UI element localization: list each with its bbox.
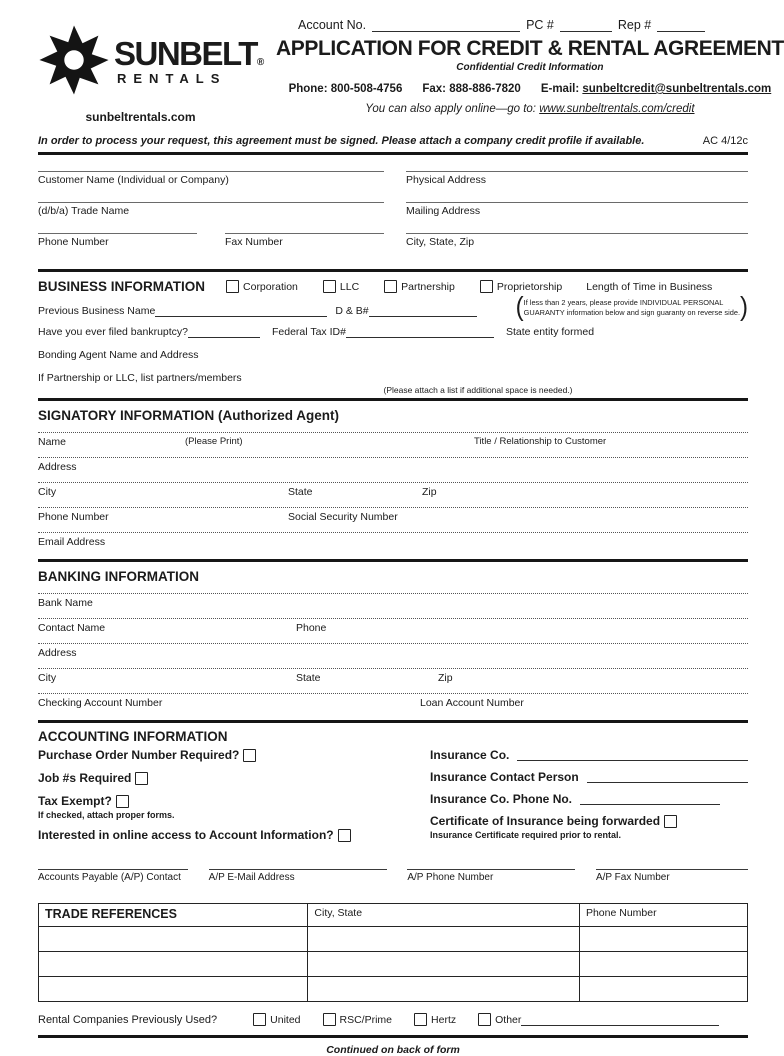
city-state-zip-field[interactable]: City, State, Zip	[406, 233, 748, 264]
bank-city-label: City	[38, 672, 57, 685]
bank-address-label: Address	[38, 647, 77, 660]
customer-section	[38, 171, 748, 264]
bank-zip-label: Zip	[438, 672, 453, 685]
section-divider	[38, 152, 748, 155]
bankruptcy-line[interactable]	[188, 326, 260, 338]
fax-number-field[interactable]: Fax Number	[225, 233, 384, 264]
trade-ref-phone-cell[interactable]	[579, 927, 747, 952]
hertz-checkbox[interactable]	[414, 1013, 427, 1026]
rep-line[interactable]	[657, 20, 705, 32]
partners-label: If Partnership or LLC, list partners/members	[38, 372, 242, 385]
apply-online-row	[276, 103, 784, 115]
ap-contact-field[interactable]: Accounts Payable (A/P) Contact	[38, 869, 188, 895]
rsc-prime-checkbox[interactable]	[323, 1013, 336, 1026]
trade-references-heading: TRADE REFERENCES	[39, 904, 308, 927]
registered-mark: ®	[256, 57, 265, 68]
united-label: United	[270, 1013, 301, 1026]
corporation-label: Corporation	[243, 280, 298, 293]
bonding-agent-label: Bonding Agent Name and Address	[38, 349, 199, 362]
previous-business-name-label: Previous Business Name	[38, 305, 156, 318]
trade-reference-row	[39, 952, 748, 977]
title-relationship-label: Title / Relationship to Customer	[474, 436, 607, 448]
certificate-note: Insurance Certificate required prior to rental.	[430, 830, 622, 841]
signing-instruction: In order to process your request, this agreement must be signed. Please attach a company credit profile if available.	[38, 135, 645, 147]
po-required-label: Purchase Order Number Required?	[38, 748, 240, 763]
close-paren: )	[740, 292, 748, 323]
bank-accounts-row[interactable]	[38, 693, 748, 715]
website-text: sunbeltrentals.com	[85, 110, 196, 124]
phone-number-field[interactable]: Phone Number	[38, 233, 197, 264]
bank-contact-row[interactable]	[38, 618, 748, 643]
insurance-co-label: Insurance Co.	[430, 748, 510, 763]
previous-business-name-line[interactable]	[155, 305, 327, 317]
proprietorship-checkbox[interactable]	[480, 280, 493, 293]
partnership-checkbox[interactable]	[384, 280, 397, 293]
federal-tax-id-label: Federal Tax ID#	[272, 326, 346, 339]
business-section	[38, 279, 748, 395]
account-no-line[interactable]	[372, 20, 520, 32]
llc-checkbox[interactable]	[323, 280, 336, 293]
trade-header-row	[39, 904, 748, 927]
certificate-forwarded-label: Certificate of Insurance being forwarded	[430, 814, 661, 829]
bank-name-label: Bank Name	[38, 597, 93, 610]
logo-rentals-text: RENTALS	[117, 71, 227, 87]
email-contact: E-mail: sunbeltcredit@sunbeltrentals.com	[540, 83, 772, 95]
email-address-label: Email Address	[38, 536, 106, 549]
llc-label: LLC	[339, 280, 360, 293]
united-checkbox[interactable]	[253, 1013, 266, 1026]
online-access-checkbox[interactable]	[338, 829, 351, 842]
loan-account-label: Loan Account Number	[420, 697, 524, 710]
insurance-co-line[interactable]	[517, 749, 748, 761]
account-number-row	[276, 18, 784, 32]
fax-contact: Fax: 888-886-7820	[422, 83, 521, 95]
state-entity-label: State entity formed	[505, 326, 595, 339]
bank-city-row[interactable]	[38, 668, 748, 693]
trade-reference-row	[39, 927, 748, 952]
banking-section	[38, 569, 748, 715]
form-title: APPLICATION FOR CREDIT & RENTAL AGREEMENT	[276, 37, 784, 60]
logo-wordmark: SUNBELT®	[114, 35, 265, 72]
trade-references-table	[38, 903, 748, 1002]
trade-ref-name-cell[interactable]	[39, 977, 308, 1002]
section-divider	[38, 269, 748, 272]
trade-ref-city-cell[interactable]	[308, 952, 580, 977]
trade-ref-city-cell[interactable]	[308, 927, 580, 952]
insurance-phone-label: Insurance Co. Phone No.	[430, 792, 573, 807]
trade-reference-row	[39, 977, 748, 1002]
accounts-payable-row	[38, 869, 748, 895]
insurance-phone-line[interactable]	[580, 793, 720, 805]
trade-ref-city-cell[interactable]	[308, 977, 580, 1002]
apply-online-link[interactable]: www.sunbeltrentals.com/credit	[539, 103, 695, 115]
signatory-email-row[interactable]	[38, 532, 748, 554]
phone-contact: Phone: 800-508-4756	[288, 83, 403, 95]
section-divider	[38, 559, 748, 562]
db-number-label: D & B#	[335, 305, 369, 318]
ssn-label: Social Security Number	[288, 511, 398, 524]
online-access-label: Interested in online access to Account Information?	[38, 828, 334, 843]
form-header	[38, 16, 784, 124]
phone-number-label: Phone Number	[38, 511, 109, 524]
checking-account-label: Checking Account Number	[38, 697, 163, 710]
contact-row	[276, 83, 784, 95]
section-divider	[38, 398, 748, 401]
other-checkbox[interactable]	[478, 1013, 491, 1026]
signatory-phone-row[interactable]	[38, 507, 748, 532]
form-code: AC 4/12c	[702, 135, 748, 147]
state-label: State	[288, 486, 313, 499]
accounting-heading: ACCOUNTING INFORMATION	[38, 729, 228, 745]
rental-companies-label: Rental Companies Previously Used?	[38, 1013, 218, 1026]
trade-name-field[interactable]: (d/b/a) Trade Name	[38, 202, 384, 233]
trade-ref-phone-cell[interactable]	[579, 977, 747, 1002]
section-divider	[38, 720, 748, 723]
certificate-forwarded-checkbox[interactable]	[664, 815, 677, 828]
hertz-label: Hertz	[431, 1013, 457, 1026]
signatory-heading: SIGNATORY INFORMATION (Authorized Agent)	[38, 408, 339, 424]
signatory-address-row[interactable]	[38, 457, 748, 482]
credit-email-link[interactable]: sunbeltcredit@sunbeltrentals.com	[582, 83, 772, 95]
name-label: Name	[38, 436, 67, 449]
tax-exempt-checkbox[interactable]	[116, 795, 129, 808]
trade-ref-phone-cell[interactable]	[579, 952, 747, 977]
pc-label: PC #	[526, 18, 554, 32]
please-print-label: (Please Print)	[185, 436, 243, 448]
pc-line[interactable]	[560, 20, 612, 32]
po-required-checkbox[interactable]	[243, 749, 256, 762]
bankruptcy-label: Have you ever filed bankruptcy?	[38, 326, 188, 339]
bank-address-row[interactable]	[38, 643, 748, 668]
signatory-city-row[interactable]	[38, 482, 748, 507]
job-numbers-checkbox[interactable]	[135, 772, 148, 785]
rsc-prime-label: RSC/Prime	[339, 1013, 393, 1026]
sunbelt-logo	[38, 24, 276, 96]
rep-label: Rep #	[617, 18, 652, 32]
corporation-checkbox[interactable]	[226, 280, 239, 293]
partnership-label: Partnership	[401, 280, 455, 293]
ap-phone-field[interactable]: A/P Phone Number	[407, 869, 575, 895]
bottom-divider	[38, 1035, 748, 1038]
tax-exempt-note: If checked, attach proper forms.	[38, 810, 175, 821]
bank-phone-label: Phone	[296, 622, 327, 635]
bank-state-label: State	[296, 672, 321, 685]
customer-name-field[interactable]: Customer Name (Individual or Company)	[38, 171, 384, 202]
bank-name-row[interactable]	[38, 593, 748, 618]
other-rental-line[interactable]	[521, 1014, 719, 1026]
zip-label: Zip	[422, 486, 437, 499]
ap-fax-field[interactable]: A/P Fax Number	[596, 869, 748, 895]
continued-note: Continued on back of form	[326, 1044, 460, 1056]
guaranty-note: ( If less than 2 years, please provide INDIVIDUAL PERSONAL GUARANTY information below and sign guaranty on reverse side. )	[515, 292, 748, 323]
trade-ref-name-cell[interactable]	[39, 952, 308, 977]
insurance-contact-line[interactable]	[587, 771, 748, 783]
trade-phone-column: Phone Number	[579, 904, 747, 927]
banking-heading: BANKING INFORMATION	[38, 569, 199, 585]
insurance-contact-label: Insurance Contact Person	[430, 770, 579, 785]
federal-tax-id-line[interactable]	[346, 326, 494, 338]
signatory-name-row[interactable]	[38, 432, 748, 457]
business-heading: BUSINESS INFORMATION	[38, 279, 206, 294]
db-number-line[interactable]	[369, 305, 477, 317]
signatory-section	[38, 408, 748, 554]
proprietorship-label: Proprietorship	[496, 280, 563, 293]
sunbelt-starburst-icon	[38, 24, 110, 96]
accounting-section	[38, 729, 748, 895]
city-label: City	[38, 486, 57, 499]
tax-exempt-label: Tax Exempt?	[38, 794, 112, 809]
address-label: Address	[38, 461, 77, 474]
apply-online-text: You can also apply online—go to:	[365, 103, 536, 115]
open-paren: (	[515, 292, 524, 323]
physical-address-field[interactable]: Physical Address	[406, 171, 748, 202]
trade-city-column: City, State	[308, 904, 580, 927]
mailing-address-field[interactable]: Mailing Address	[406, 202, 748, 233]
job-numbers-label: Job #s Required	[38, 771, 132, 786]
trade-ref-name-cell[interactable]	[39, 927, 308, 952]
other-label: Other	[495, 1013, 522, 1026]
rental-companies-row	[38, 1013, 748, 1026]
ap-email-field[interactable]: A/P E-Mail Address	[209, 869, 387, 895]
contact-name-label: Contact Name	[38, 622, 106, 635]
form-subtitle: Confidential Credit Information	[456, 62, 604, 73]
attach-list-note: (Please attach a list if additional space is needed.)	[383, 385, 573, 396]
account-no-label: Account No.	[298, 18, 367, 32]
length-of-time-label: Length of Time in Business	[586, 280, 713, 293]
